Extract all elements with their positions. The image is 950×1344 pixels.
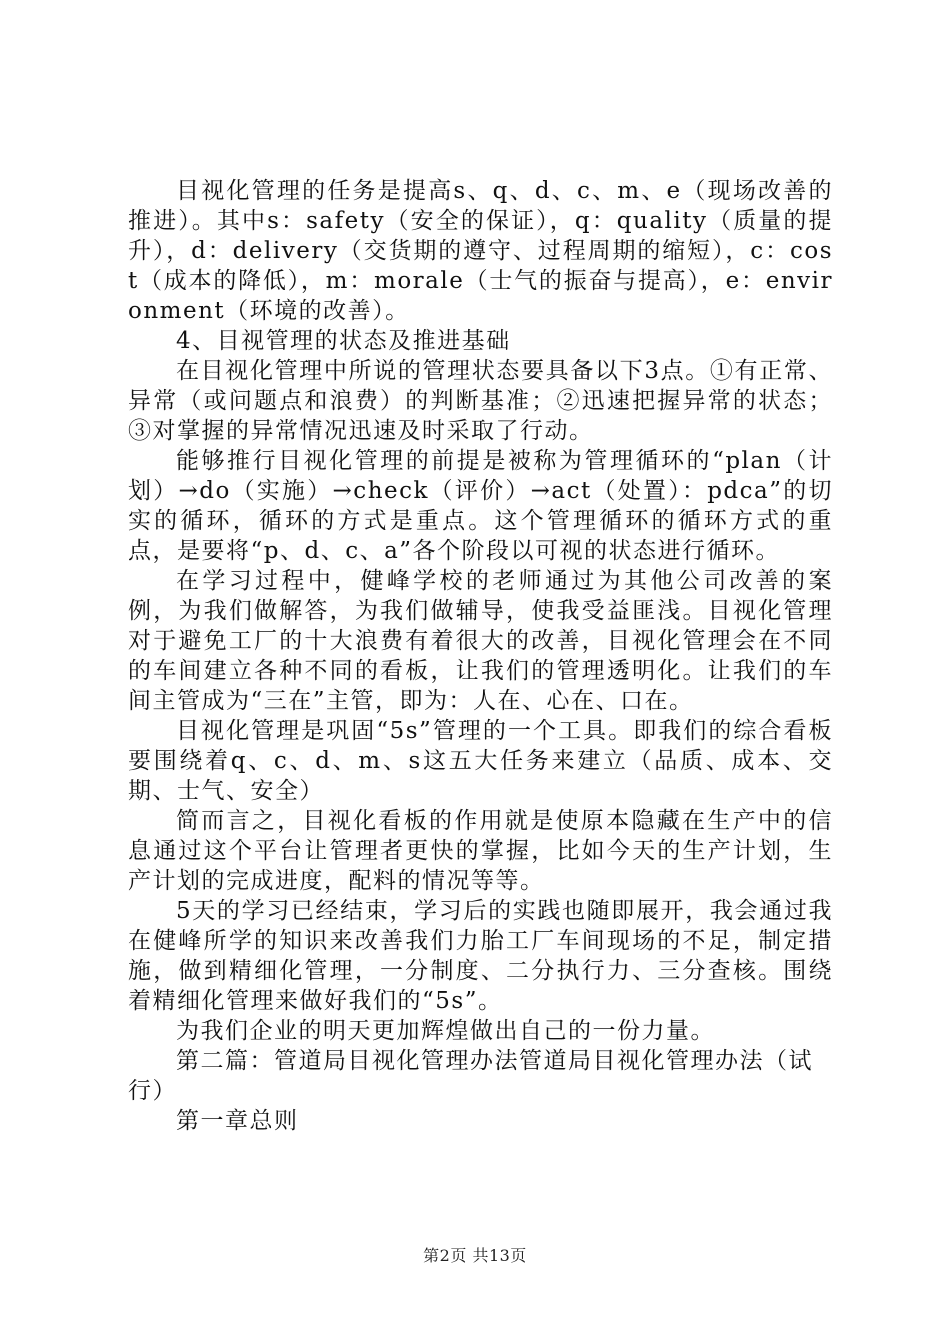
paragraph-5s-tool: 目视化管理是巩固“5s”管理的一个工具。即我们的综合看板要围绕着q、c、d、m、s这五大任务来建立（品质、成本、交期、士气、安全） [128,718,833,804]
paragraph-practice: 5天的学习已经结束，学习后的实践也随即展开，我会通过我在健峰所学的知识来改善我们力胎工厂车间现场的不足，制定措施，做到精细化管理，一分制度、二分执行力、三分查核。围绕着精细化管理来做好我们的“5s”。 [128,898,833,1014]
paragraph-summary: 简而言之，目视化看板的作用就是使原本隐藏在生产中的信息通过这个平台让管理者更快的掌握，比如今天的生产计划，生产计划的完成进度，配料的情况等等。 [128,808,833,894]
chapter-title: 第二篇：管道局目视化管理办法管道局目视化管理办法（试行） [128,1048,813,1104]
paragraph-management-state: 在目视化管理中所说的管理状态要具备以下3点。①有正常、异常（或问题点和浪费）的判断基准；②迅速把握异常的状态；③对掌握的异常情况迅速及时采取了行动。 [128,358,833,444]
paragraph-tasks: 目视化管理的任务是提高s、q、d、c、m、e（现场改善的推进）。其中s：safety（安全的保证），q：quality（质量的提升），d：delivery（交货期的遵守、过程周期的缩短），c：cost（成本的降低），m：morale（士气的振奋与提高），e：environment（环境的改善）。 [128,178,833,324]
paragraph-closing: 为我们企业的明天更加辉煌做出自己的一份力量。 [176,1018,715,1044]
section-heading-4: 4、目视管理的状态及推进基础 [176,328,511,354]
paragraph-learning: 在学习过程中，健峰学校的老师通过为其他公司改善的案例，为我们做解答，为我们做辅导，使我受益匪浅。目视化管理对于避免工厂的十大浪费有着很大的改善，目视化管理会在不同的车间建立各种不同的看板，让我们的管理透明化。让我们的车间主管成为“三在”主管，即为：人在、心在、口在。 [128,568,833,714]
paragraph-pdca: 能够推行目视化管理的前提是被称为管理循环的“plan（计划）→do（实施）→check（评价）→act（处置）：pdca”的切实的循环，循环的方式是重点。这个管理循环的循环方式的重点，是要将“p、d、c、a”各个阶段以可视的状态进行循环。 [128,448,833,564]
chapter-one-heading: 第一章总则 [176,1108,299,1134]
page-number-footer: 第2页 共13页 [423,1246,527,1265]
body-text [128,176,833,1136]
